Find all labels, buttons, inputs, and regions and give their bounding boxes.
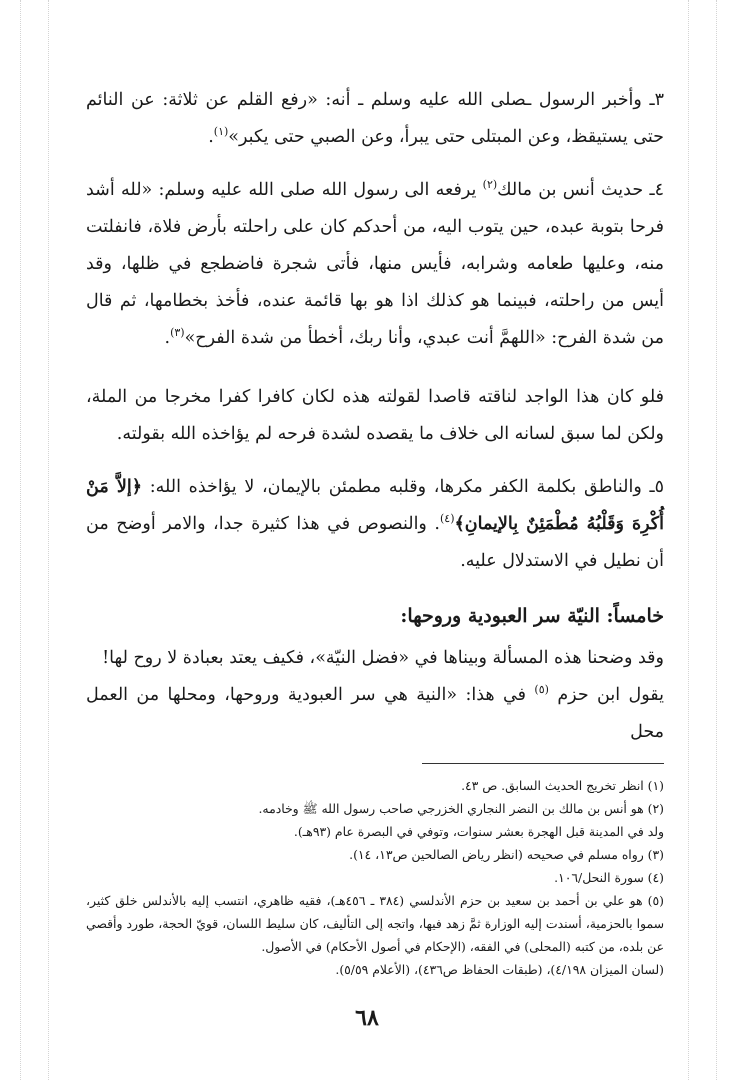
book-page	[86, 82, 664, 981]
section-heading: خامساً: النيّة سر العبودية وروحها:	[400, 605, 664, 627]
paragraph-5-text-b: . والنصوص في هذا كثيرة جدا، والامر أوضح من أن نطيل في الاستدلال عليه.	[86, 514, 664, 571]
paragraph-ibn-hazm-text-a: يقول ابن حزم	[548, 685, 665, 705]
footnote-1: (١) انظر تخريج الحديث السابق. ص ٤٣.	[461, 778, 664, 793]
footnote-2-continued: ولد في المدينة قبل الهجرة بعشر سنوات، وتوفي في البصرة عام (٩٣هـ).	[293, 824, 664, 839]
footnote-ref-1: (١)	[213, 125, 229, 139]
paragraph-intro: وقد وضحنا هذه المسألة وبيناها في «فضل النيّة»، فكيف يعتد بعبادة لا روح لها!	[102, 648, 664, 668]
footnote-4: (٤) سورة النحل/١٠٦.	[554, 870, 664, 885]
footnote-2: (٢) هو أنس بن مالك بن النضر النجاري الخزرجي صاحب رسول الله ﷺ وخادمه.	[258, 801, 664, 816]
page-number: ٦٨	[355, 1005, 379, 1031]
footnote-3: (٣) رواه مسلم في صحيحه (انظر رياض الصالحين ص١٣، ١٤).	[349, 847, 664, 862]
paragraph-4-text-a: ٤ـ حديث أنس بن مالك	[497, 180, 664, 200]
paragraph-4-text-b: يرفعه الى رسول الله صلى الله عليه وسلم: «لله أشد فرحا بتوبة عبده، حين يتوب اليه، من أحدكم كان على راحلته بأرض فلاة، فانفلتت منه، وعليها طعامه وشرابه، فأيس منها، فأتى شجرة فاضطجع في ظلها، وقد أيس من راحلته، فبينما هو كذلك اذا هو بها قائمة عنده، فأخذ بخطامها، ثم قال من شدة الفرح: «اللهمَّ أنت عبدي، وأنا ربك، أخطأ من شدة الفرح»	[86, 180, 664, 348]
footnote-ref-5: (٥)	[534, 683, 549, 697]
paragraph-5	[86, 469, 664, 580]
footnote-ref-3: (٣)	[170, 326, 185, 340]
paragraph-commentary: فلو كان هذا الواجد لناقته قاصدا لقولته هذه لكان كافرا كفرا مخرجا من الملة، ولكن لما سبق لسانه الى خلاف ما يقصده لشدة فرحه لم يؤاخذه الله بقولته.	[86, 387, 664, 444]
footnote-separator	[422, 763, 664, 764]
paragraph-3-text: ٣ـ وأخبر الرسول ـصلى الله عليه وسلم ـ أنه: «رفع القلم عن ثلاثة: عن النائم حتى يستيقظ، وعن المبتلى حتى يبرأ، وعن الصبي حتى يكبر»	[86, 90, 664, 147]
paragraph-ibn-hazm	[86, 677, 664, 751]
paragraph-4	[86, 172, 664, 357]
footnote-5-sources: (لسان الميزان ٤/١٩٨)، (طبقات الحفاظ ص٤٣٦)، (الأعلام ٥/٥٩).	[335, 962, 664, 977]
paragraph-5-text-a: ٥ـ والناطق بكلمة الكفر مكرها، وقلبه مطمئن بالإيمان، لا يؤاخذه الله:	[142, 477, 664, 497]
footnote-ref-2: (٢)	[482, 178, 498, 192]
quran-verse: ﴿إلاَّ مَنْ أُكْرِهَ وَقَلْبُهُ مُطْمَئِنٌ بِالإيمانِ﴾	[86, 477, 664, 534]
period: .	[164, 328, 171, 348]
paragraph-ibn-hazm-text-b: في هذا: «النية هي سر العبودية وروحها، ومحلها من العمل محل	[86, 685, 664, 742]
period: .	[208, 127, 214, 147]
footnote-ref-4: (٤)	[439, 512, 455, 526]
paragraph-3	[86, 82, 664, 156]
footnotes	[86, 774, 664, 981]
footnote-5: (٥) هو علي بن أحمد بن سعيد بن حزم الأندلسي (٣٨٤ ـ ٤٥٦هـ)، فقيه ظاهري، انتسب إليه بالأندلس خلق كثير، سموا بالحزمية، أسندت إليه الوزارة ثمَّ زهد فيها، واتجه إلى التأليف، كان سليط اللسان، قويّ الحجة، طورد وأقصي عن بلده، من كتبه (المحلى) في الفقه، (الإحكام في أصول الأحكام) في الأصول.	[86, 893, 664, 954]
